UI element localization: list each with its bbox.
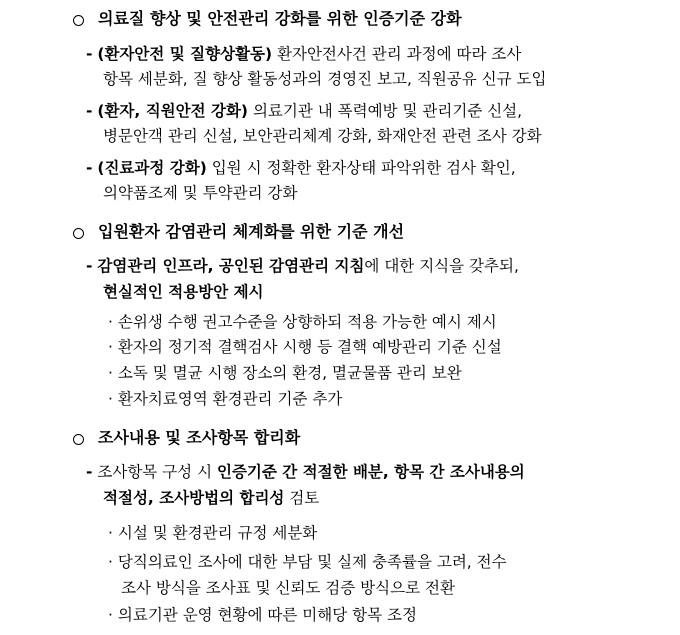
bullet-item: · 당직의료인 조사에 대한 부담 및 실제 충족률을 고려, 전수 bbox=[108, 553, 507, 571]
list-item: - 조사항목 구성 시 인증기준 간 적절한 배분, 항목 간 조사내용의 bbox=[86, 463, 525, 481]
bullet-item-continuation: 조사 방식을 조사표 및 신뢰도 검증 방식으로 전환 bbox=[121, 579, 455, 597]
bullet-item: · 시설 및 환경관리 규정 세분화 bbox=[108, 524, 318, 542]
section-heading: 의료질 향상 및 안전관리 강화를 위한 인증기준 강화 bbox=[98, 9, 462, 28]
list-item: - (진료과정 강화) 입원 시 정확한 환자상태 파악위한 검사 확인, bbox=[86, 159, 516, 177]
list-item-continuation: 의약품조제 및 투약관리 강화 bbox=[103, 184, 298, 202]
circle-bullet-icon bbox=[73, 228, 84, 239]
bullet-item: · 환자의 정기적 결핵검사 시행 등 결핵 예방관리 기준 신설 bbox=[108, 338, 502, 356]
section-heading: 조사내용 및 조사항목 합리화 bbox=[98, 428, 301, 447]
list-item-continuation: 적절성, 조사방법의 합리성 검토 bbox=[103, 489, 320, 507]
circle-bullet-icon bbox=[73, 434, 84, 445]
bullet-item: · 환자치료영역 환경관리 기준 추가 bbox=[108, 390, 343, 408]
list-item-continuation: 항목 세분화, 질 향상 활동성과의 경영진 보고, 직원공유 신규 도입 bbox=[103, 70, 547, 88]
list-item-continuation: 병문안객 관리 신설, 보안관리체계 강화, 화재안전 관련 조사 강화 bbox=[103, 127, 542, 145]
list-item: - 감염관리 인프라, 공인된 감염관리 지침에 대한 지식을 갖추되, bbox=[86, 257, 519, 275]
list-item: - (환자안전 및 질향상활동) 환자안전사건 관리 과정에 따라 조사 bbox=[86, 45, 522, 63]
bullet-item: · 소독 및 멸균 시행 장소의 환경, 멸균물품 관리 보완 bbox=[108, 364, 462, 382]
bullet-item: · 의료기관 운영 현황에 따른 미해당 항목 조정 bbox=[108, 606, 417, 624]
circle-bullet-icon bbox=[73, 15, 84, 26]
list-item-continuation: 현실적인 적용방안 제시 bbox=[103, 283, 264, 301]
bullet-item: · 손위생 수행 권고수준을 상향하되 적용 가능한 예시 제시 bbox=[108, 313, 497, 331]
list-item: - (환자, 직원안전 강화) 의료기관 내 폭력예방 및 관리기준 신설, bbox=[86, 102, 523, 120]
section-heading: 입원환자 감염관리 체계화를 위한 기준 개선 bbox=[98, 222, 405, 241]
